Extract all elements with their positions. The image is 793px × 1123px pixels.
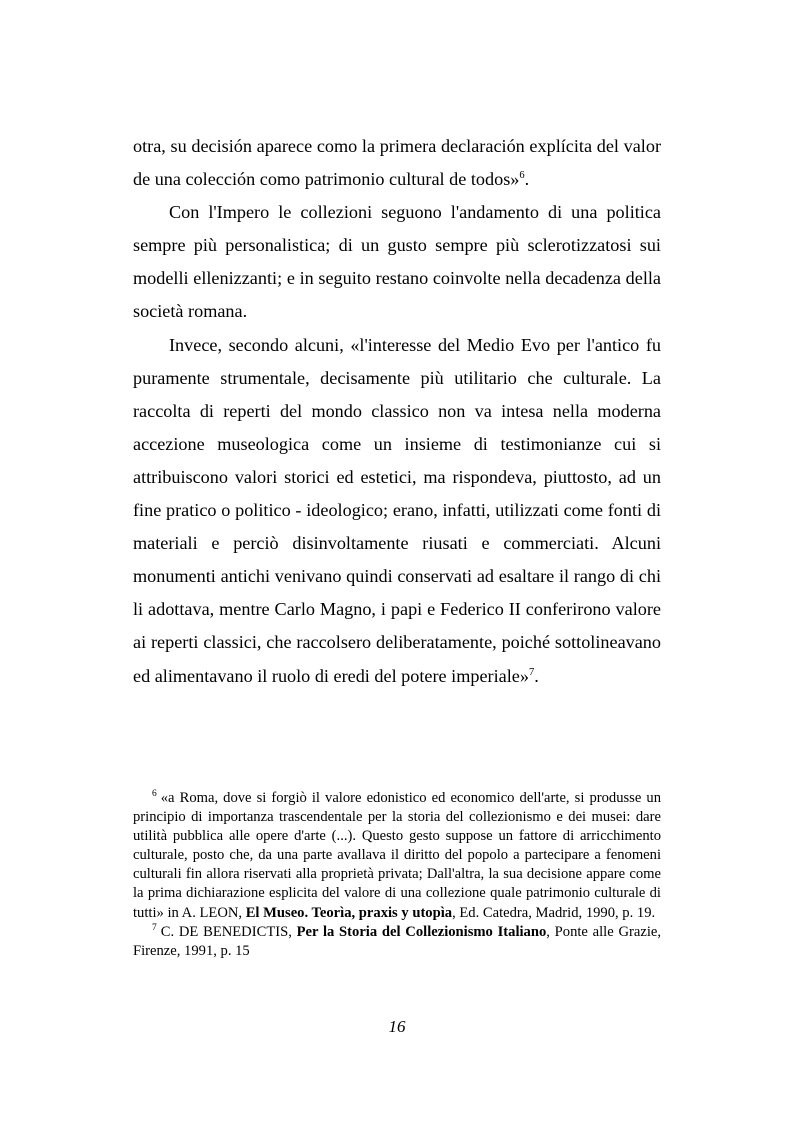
paragraph-1: otra, su decisión aparece como la primera declaración explícita del valor de una colección como patrimonio cultural de todos»$^6$.: [133, 136, 661, 190]
footnote-number: 6: [152, 789, 157, 799]
footnote-number: 7: [152, 922, 157, 933]
paragraph-3: Invece, secondo alcuni, «l'interesse del Medio Evo per l'antico fu puramente strumentale, decisamente più utilitario che culturale. La raccolta di reperti del mondo classico non va intesa nella moderna accezione museologica come un insieme di testimonianze cui si attribuiscono valori storici ed estetici, ma rispondeva, piuttosto, ad un fine pratico o politico - ideologico; erano, infatti, utilizzati come fonti di materiali e perciò disinvoltamente riusati e commerciati. Alcuni monumenti antichi venivano quindi conservati ad esaltare il rango di chi li adottava, mentre Carlo Magno, i papi e Federico II conferirono valore ai reperti classici, che raccolsero deliberatamente, poiché sottolineavano ed alimentavano il ruolo di eredi del potere imperiale»$^7$.: [133, 334, 661, 686]
footnote-ref-7[interactable]: 7: [528, 666, 535, 678]
paragraph-2: Con l'Impero le collezioni seguono l'andamento di una politica sempre più personalistica; di un gusto sempre più sclerotizzatosi sui modelli ellenizzanti; e in seguito restano coinvolte nella decadenza della società romana.: [133, 202, 661, 322]
footnote-title: El Museo. Teorìa, praxis y utopìa: [245, 904, 453, 921]
body-text: [133, 130, 661, 693]
footnote-title: Per la Storia del Collezionismo Italiano: [296, 923, 547, 940]
footnotes: [133, 789, 661, 961]
footnote-6: $^6$ «a Roma, dove si forgiò il valore edonistico ed economico dell'arte, si produsse un principio di importanza trascendentale per la storia del collezionismo e dei musei: dare utilità pubblica alle opere d'arte (...). Questo gesto suppose un fattore di arricchimento culturale, posto che, da una parte avallava il diritto del popolo a partecipare a fenomeni culturali fin allora riservati alla proprietà privata; Dall'altra, la sua decisione appare come la prima dichiarazione esplicita del valore di una collezione quale patrimonio culturale di tutti» in A. LEON, El Museo. Teorìa, praxis y utopìa, Ed. Catedra, Madrid, 1990, p. 19.: [133, 789, 661, 921]
footnote-ref-6[interactable]: 6: [519, 170, 525, 182]
footnote-7: $^7$ C. DE BENEDICTIS, Per la Storia del Collezionismo Italiano, Ponte alle Grazie, Firenze, 1991, p. 15: [133, 922, 661, 959]
page-number: 16: [388, 1017, 406, 1036]
document-page: [133, 0, 661, 1123]
